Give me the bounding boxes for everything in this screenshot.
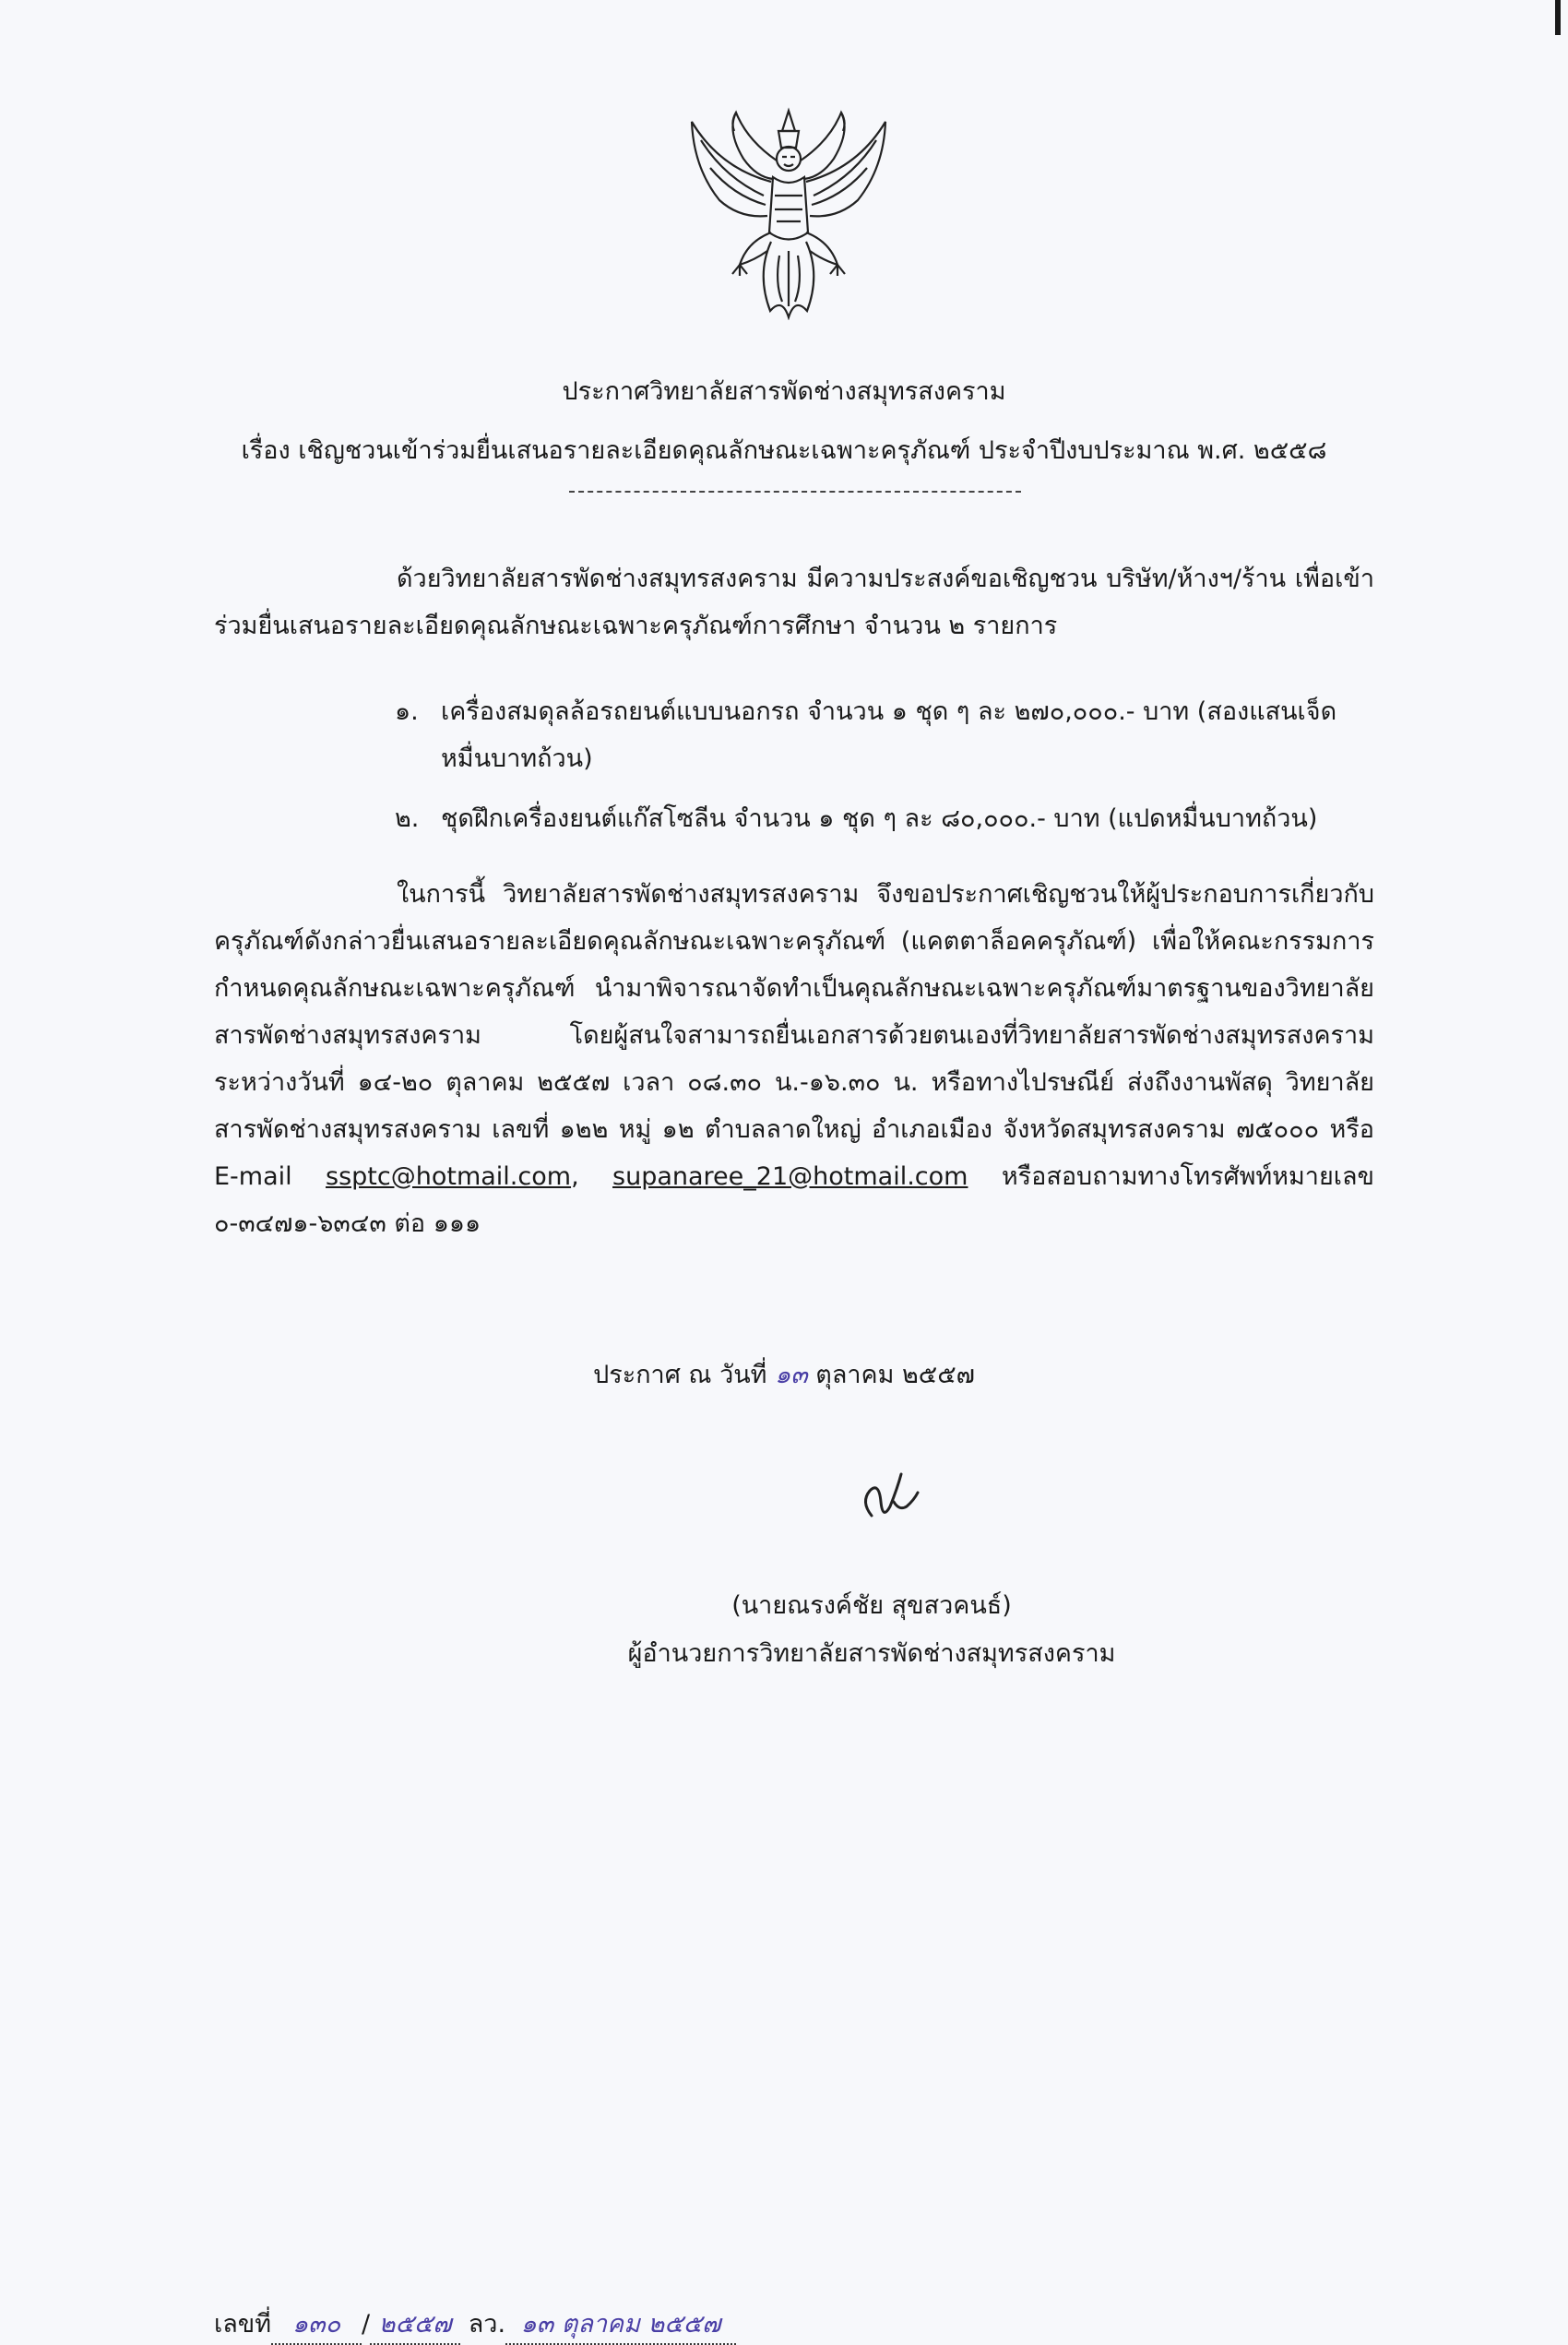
main-paragraph-text: ในการนี้ วิทยาลัยสารพัดช่างสมุทรสงคราม จึงขอประกาศเชิญชวนให้ผู้ประกอบการเกี่ยวกับครุภัณฑ์ดังกล่าวยื่นเสนอรายละเอียดคุณลักษณะเฉพาะครุภัณฑ์ (แคตตาล็อคครุภัณฑ์) เพื่อให้คณะกรรมการกำหนดคุณลักษณะเฉพาะครุภัณฑ์ นำมาพิจารณาจัดทำเป็นคุณลักษณะเฉพาะครุภัณฑ์มาตรฐานของวิทยาลัยสารพัดช่างสมุทรสงคราม โดยผู้สนใจสามารถยื่นเอกสารด้วยตนเองที่วิทยาลัยสารพัดช่างสมุทรสงคราม ระหว่างวันที่ ๑๔-๒๐ ตุลาคม ๒๕๕๗ เวลา ๐๘.๓๐ น.-๑๖.๓๐ น. หรือทางไปรษณีย์ ส่งถึงงานพัสดุ วิทยาลัยสารพัดช่างสมุทรสงคราม เลขที่ ๑๒๒ หมู่ ๑๒ ตำบลลาดใหญ่ อำเภอเมือง จังหวัดสมุทรสงคราม ๗๕๐๐๐ หรือ E-mail bbox=[214, 880, 1374, 1191]
list-item-number: ๑. bbox=[395, 697, 419, 726]
title-separator bbox=[569, 491, 1021, 493]
reference-date-field bbox=[505, 2303, 736, 2345]
list-item-number: ๒. bbox=[395, 804, 420, 833]
reference-number-label: เลขที่ bbox=[214, 2310, 272, 2339]
reference-date-label: ลว. bbox=[468, 2310, 506, 2339]
email-link-ssptc[interactable]: ssptc@hotmail.com bbox=[326, 1162, 572, 1191]
reference-year-field bbox=[370, 2303, 460, 2345]
dateline-day: ๑๓ bbox=[775, 1361, 808, 1389]
reference-date-value: ๑๓ ตุลาคม ๒๕๕๗ bbox=[520, 2310, 721, 2339]
garuda-emblem-icon bbox=[683, 103, 895, 320]
announcement-title: ประกาศวิทยาลัยสารพัดช่างสมุทรสงคราม bbox=[562, 377, 1006, 406]
reference-number-value: ๑๓๐ bbox=[291, 2310, 341, 2339]
signer-name: (นายณรงค์ชัย สุขสวคนธ์) bbox=[731, 1591, 1012, 1620]
main-paragraph bbox=[214, 871, 1374, 1247]
email-link-supanaree[interactable]: supanaree_21@hotmail.com bbox=[612, 1162, 968, 1191]
list-item-text: ชุดฝึกเครื่องยนต์แก๊สโซลีน จำนวน ๑ ชุด ๆ ละ ๘๐,๐๐๐.- บาท (แปดหมื่นบาทถ้วน) bbox=[441, 804, 1318, 833]
main-paragraph-tail: หรือสอบถามทางโทรศัพท์หมายเลข ๐-๓๔๗๑-๖๓๔๓ ต่อ ๑๑๑ bbox=[214, 1162, 1374, 1238]
reference-number-field bbox=[271, 2303, 362, 2345]
reference-slash: / bbox=[362, 2310, 371, 2339]
intro-paragraph: ด้วยวิทยาลัยสารพัดช่างสมุทรสงคราม มีความประสงค์ขอเชิญชวน บริษัท/ห้างฯ/ร้าน เพื่อเข้าร่วมยื่นเสนอรายละเอียดคุณลักษณะเฉพาะครุภัณฑ์การศึกษา จำนวน ๒ รายการ bbox=[214, 565, 1374, 640]
handwritten-signature bbox=[853, 1465, 927, 1530]
dateline bbox=[0, 1354, 1568, 1394]
scan-edge-mark bbox=[1555, 0, 1561, 35]
email-separator: , bbox=[571, 1162, 613, 1191]
list-item-text: เครื่องสมดุลล้อรถยนต์แบบนอกรถ จำนวน ๑ ชุด ๆ ละ ๒๗๐,๐๐๐.- บาท (สองแสนเจ็ดหมื่นบาทถ้วน) bbox=[441, 697, 1337, 773]
reference-year-value: ๒๕๕๗ bbox=[378, 2310, 452, 2339]
announcement-subject: เรื่อง เชิญชวนเข้าร่วมยื่นเสนอรายละเอียดคุณลักษณะเฉพาะครุภัณฑ์ ประจำปีงบประมาณ พ.ศ. ๒๕๕๘ bbox=[241, 436, 1327, 465]
dateline-month-year: ตุลาคม ๒๕๕๗ bbox=[815, 1361, 975, 1389]
reference-line bbox=[214, 2303, 736, 2345]
dateline-prefix: ประกาศ ณ วันที่ bbox=[593, 1361, 767, 1389]
signer-position: ผู้อำนวยการวิทยาลัยสารพัดช่างสมุทรสงคราม bbox=[627, 1639, 1116, 1668]
